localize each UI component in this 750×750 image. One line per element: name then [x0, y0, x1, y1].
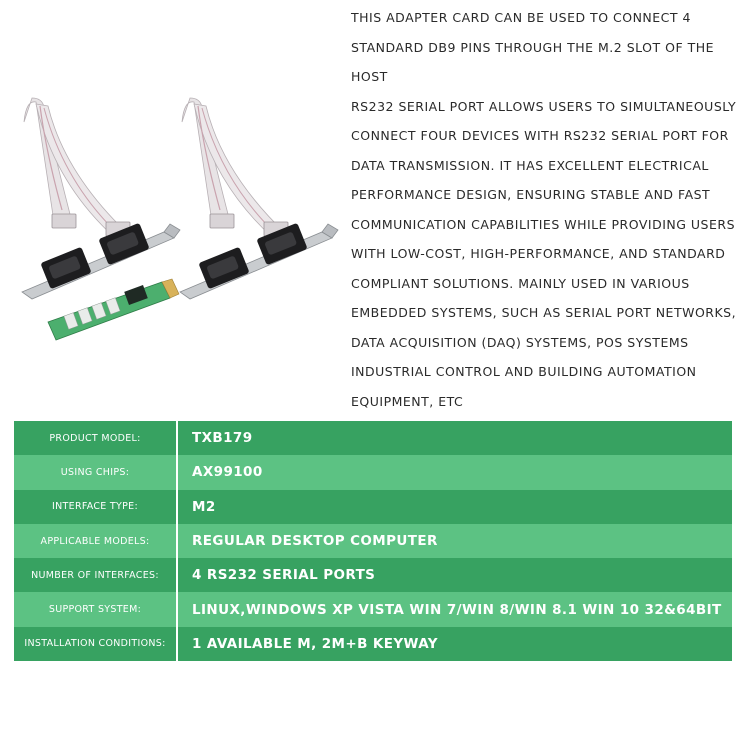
description-line: WITH LOW-COST, HIGH-PERFORMANCE, AND STANDARD	[351, 246, 726, 261]
spec-value: 4 RS232 SERIAL PORTS	[192, 567, 376, 584]
spec-value: M2	[192, 498, 216, 515]
description-line: EMBEDDED SYSTEMS, SUCH AS SERIAL PORT NETWORKS,	[351, 305, 737, 320]
ribbon-cable-right	[182, 98, 288, 237]
description-line: COMPLIANT SOLUTIONS. MAINLY USED IN VARIOUS	[351, 275, 690, 291]
description-line: DATA TRANSMISSION. IT HAS EXCELLENT ELECTRICAL	[351, 157, 709, 173]
spec-label: PRODUCT MODEL:	[49, 432, 141, 444]
product-image	[14, 92, 344, 352]
spec-value: AX99100	[192, 464, 263, 481]
spec-value: TXB179	[192, 430, 253, 447]
spec-row	[14, 421, 732, 455]
spec-label: USING CHIPS:	[60, 466, 130, 478]
spec-label: NUMBER OF INTERFACES:	[31, 569, 159, 581]
spec-label: INTERFACE TYPE:	[52, 501, 138, 513]
description-line: CONNECT FOUR DEVICES WITH RS232 SERIAL PORT FOR	[351, 128, 729, 143]
spec-row	[14, 524, 732, 558]
description-line: STANDARD DB9 PINS THROUGH THE M.2 SLOT OF THE	[351, 39, 715, 55]
m2-board	[48, 279, 179, 340]
description-line: HOST	[351, 69, 388, 84]
ribbon-cable-left	[24, 98, 130, 237]
spec-label: SUPPORT SYSTEM:	[48, 604, 142, 616]
spec-value: REGULAR DESKTOP COMPUTER	[192, 533, 438, 550]
description-line: EQUIPMENT, ETC	[351, 393, 464, 409]
spec-row	[14, 627, 732, 661]
spec-row	[14, 490, 732, 524]
spec-label: INSTALLATION CONDITIONS:	[24, 638, 166, 650]
spec-value: LINUX,WINDOWS XP VISTA WIN 7/WIN 8/WIN 8.1 WIN 10 32&64BIT	[192, 601, 722, 618]
spec-label: APPLICABLE MODELS:	[40, 535, 150, 547]
spec-value: 1 AVAILABLE M, 2M+B KEYWAY	[192, 635, 438, 652]
description-line: DATA ACQUISITION (DAQ) SYSTEMS, POS SYSTEMS	[351, 334, 689, 350]
spec-row	[14, 592, 732, 626]
description-line: COMMUNICATION CAPABILITIES WHILE PROVIDING USERS	[351, 216, 736, 232]
bracket-right	[180, 223, 338, 299]
spec-row	[14, 455, 732, 489]
description-line: THIS ADAPTER CARD CAN BE USED TO CONNECT 4	[351, 10, 691, 25]
description-line: RS232 SERIAL PORT ALLOWS USERS TO SIMULTANEOUSLY	[351, 98, 737, 114]
description-line: INDUSTRIAL CONTROL AND BUILDING AUTOMATION	[351, 364, 697, 379]
spec-table	[14, 421, 732, 661]
product-description	[351, 3, 741, 416]
spec-row	[14, 558, 732, 592]
description-line: PERFORMANCE DESIGN, ENSURING STABLE AND FAST	[351, 187, 711, 202]
